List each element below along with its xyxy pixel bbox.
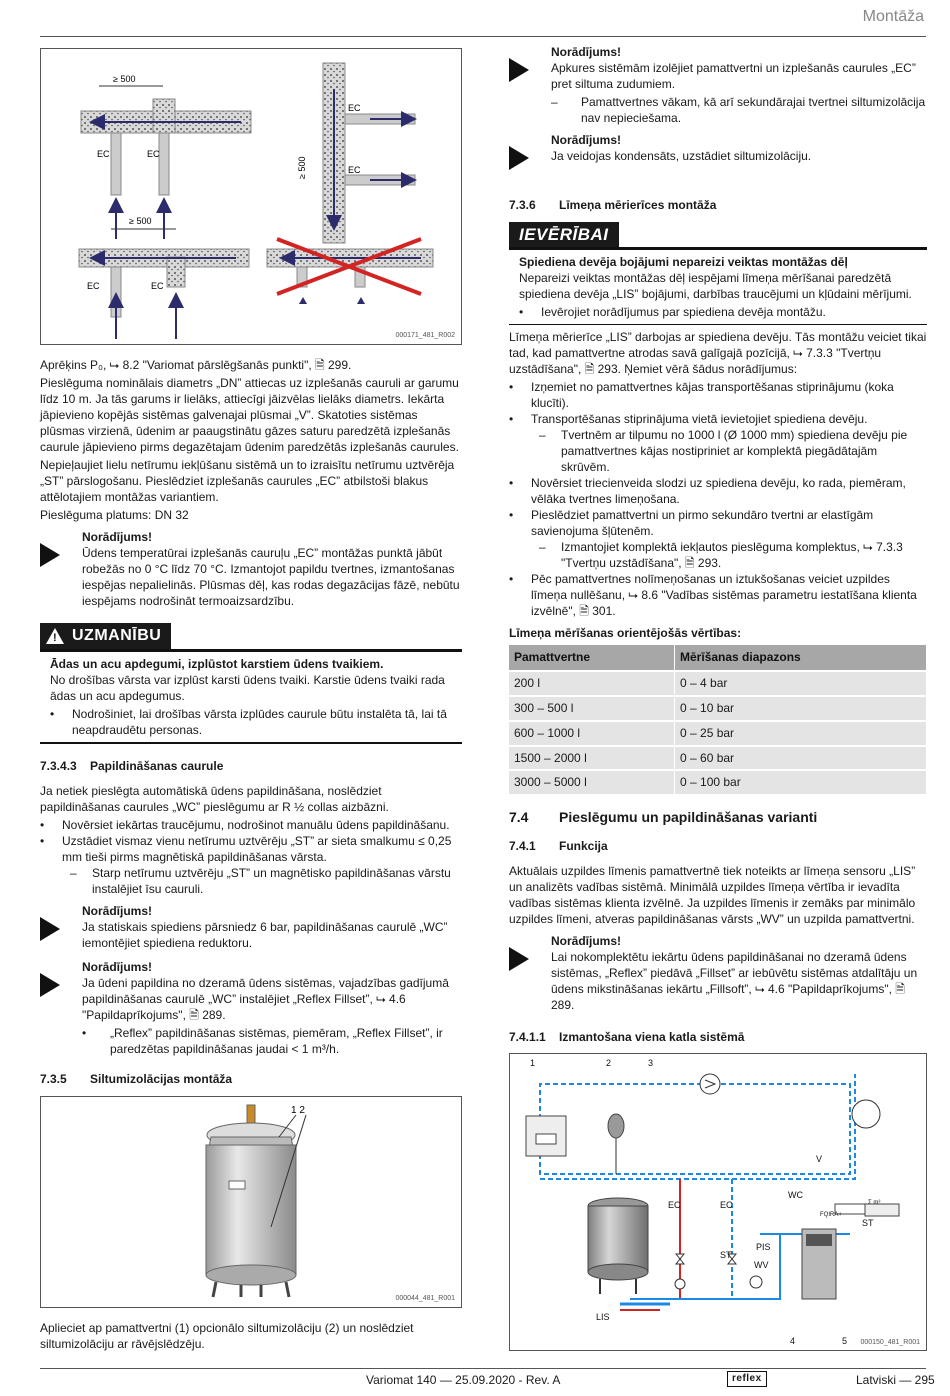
paragraph: Pieslēguma nominālais diametrs „DN” attiecas uz izplešanās cauruli ar garumu līdz 10 m. Ja tās garums ir lielāks, attiecīgi jāizvēlas lielāks diametrs. Iekārta jāpievieno kopējās sistēmas galvenajai plūsmai „V”. Skatoties sistēmas plūsmas virzienā, ūdenim ar paaugstinātu gāzes saturu paredzētā izplešanās caurule jāpievieno pirms degazētajam ūdenim paredzētās izplešanās caurules.	[40, 376, 459, 454]
figure-id: 000044_481_R001	[395, 1295, 455, 1303]
figure-id: 000171_481_R002	[395, 332, 455, 340]
callout-4: 4	[790, 1336, 796, 1347]
table-row: 200 l 0 – 4 bar	[509, 671, 927, 696]
note-arrow-icon	[509, 44, 551, 126]
note-arrow-icon	[509, 933, 551, 1015]
paragraph: Nepieļaujiet lielu netīrumu iekļūšanu sistēmā un to izraisītu netīrumu uztvērēja „ST” pārslogošanu. Pieslēdziet izplešanās caurules „EC” atbilstoši blakus attēlotajiem montāžas variantiem.	[40, 458, 455, 504]
note-title: Norādījums!	[551, 933, 622, 948]
dim-label-top: ≥ 500	[113, 74, 136, 84]
paragraph: Aktuālais uzpildes līmenis pamattvertnē tiek noteikts ar līmeņa sensoru „LIS” un analizēts vadības sistēmā. Minimālā uzpildes līmeņa vērtība ir ievadīta vadības sistēmas klienta izvēlnē. Ja uzpildes līmenis ir zemāks par minimālo uzpildes līmeni, atveras papildināšanas vārsts „WV” un uzpilda pamattvertni.	[509, 863, 916, 926]
list-item: • Pieslēdziet pamattvertni un pirmo sekundāro tvertni ar elastīgām savienojuma šļūtenēm.	[509, 508, 874, 539]
left-column	[40, 48, 462, 1354]
figure-caption: Aplieciet ap pamattvertni (1) opcionālo siltumizolāciju (2) un noslēdziet siltumizolāciju ar rāvējslēdzēju.	[40, 1320, 414, 1351]
note-title: Norādījums!	[82, 530, 153, 544]
note-text: Ūdens temperatūrai izplešanās cauruļu „EC” montāžas punktā jābūt robežās no 0 °C līdz 70 °C. Izmantojot papildu tvertnes, izmantošanas iespējas nepalielinās. Plūsmas dēļ, kas rodas degazācijas fāzē, nebūtu iespējams nodrošināt termoaizsardzību.	[82, 546, 460, 608]
label-lis: LIS	[596, 1312, 610, 1323]
section-heading: 7.4.1.1 Izmantošana viena katla sistēmā	[509, 1029, 745, 1044]
note-title: Norādījums!	[551, 133, 622, 147]
section-heading: 7.4.1 Funkcija	[509, 838, 608, 853]
note-block	[509, 132, 927, 175]
note-text: Lai nokomplektētu iekārtu ūdens papildināšanai no dzeramā ūdens sistēmas, „Reflex” piedāvā „Fillset” ar iebūvētu sistēmas atdalītāju un ūdens mikstināšanas iekārtu „Fillsoft”, ⮡ 4.6 "Papildaprīkojums", 🗎 289.	[551, 949, 918, 1012]
callout-2: 2	[606, 1058, 612, 1069]
note-block	[40, 959, 462, 1057]
notice-title: Spiediena devēja bojājumi nepareizi veiktas montāžas dēļ	[519, 255, 848, 270]
reflex-logo: reflex	[727, 1371, 767, 1387]
paragraph: Līmeņa mērierīce „LIS” darbojas ar spiediena devēju. Tās montāžu veiciet tikai tad, kad pamattvertne atrodas savā galīgajā pozīcijā, ⮡ 7.3.3 "Tvertņu uzstādīšana", 🗎 293. Ņemiet vērā šādus norādījumus:	[509, 330, 927, 377]
warning-block	[40, 623, 462, 744]
label-st-1: ST	[862, 1218, 874, 1229]
footer-doc-info: Variomat 140 — 25.09.2020 - Rev. A	[366, 1373, 561, 1387]
list-item: • Pēc pamattvertnes nolīmeņošanas un iztukšošanas veiciet uzpildes līmeņa nullēšanu, ⮡ 8.6 "Vadības sistēmas parametru iestatīšana klienta izvēlnē", 🗎 301.	[509, 572, 917, 619]
ec-label-4: EC	[348, 165, 361, 175]
callout-3: 3	[648, 1058, 654, 1069]
table-row: 600 – 1000 l 0 – 25 bar	[509, 721, 927, 746]
note-title: Norādījums!	[82, 960, 153, 975]
warning-title: Ādas un acu apdegumi, izplūstot karstiem ūdens tvaikiem.	[50, 657, 384, 672]
table-row: 3000 – 5000 l 0 – 100 bar	[509, 770, 927, 794]
single-boiler-system-diagram	[510, 1054, 926, 1350]
note-text: Ja ūdeni papildina no dzeramā ūdens sistēmas, vajadzības gadījumā papildināšanas caurulē „WC” instalējiet „Reflex Fillset”, ⮡ 4.6 "Papildaprīkojums", 🗎 289.	[82, 976, 449, 1023]
ec-label-3: EC	[348, 103, 361, 113]
note-block	[509, 44, 927, 126]
callout-5: 5	[842, 1336, 848, 1347]
paragraph: Pieslēguma platums: DN 32	[40, 508, 189, 522]
notice-badge: IEVĒRĪBAI	[509, 222, 619, 248]
list-subitem: – Izmantojiet komplektā iekļautos pieslēguma komplektus, ⮡ 7.3.3 "Tvertņu uzstādīšana", 🗎 293.	[539, 540, 903, 571]
ec-label-5: EC	[87, 281, 100, 291]
list-subitem: – Tvertnēm ar tilpumu no 1000 l (Ø 1000 mm) spiediena devēju pie pamattvertnes kājas nostipriniet ar komplektā piegādātajām skrūvēm.	[539, 428, 908, 475]
ec-label-2: EC	[147, 149, 160, 159]
list-item: • Izņemiet no pamattvertnes kājas transportēšanas stiprinājumu (koka klucīti).	[509, 380, 894, 411]
ec-label-1: EC	[97, 149, 110, 159]
table-row: 1500 – 2000 l 0 – 60 bar	[509, 746, 927, 771]
list-item: • Transportēšanas stiprinājuma vietā ievietojiet spiediena devēju.	[509, 412, 868, 427]
label-ec-1: EC	[668, 1200, 681, 1211]
note-text: Ja veidojas kondensāts, uzstādiet siltumizolāciju.	[551, 149, 812, 163]
warning-bullet: • Nodrošiniet, lai drošības vārsta izplūdes caurule būtu instalēta tā, lai tā neapdraudētu personas.	[50, 707, 447, 738]
label-meter: Σ m³	[868, 1200, 881, 1207]
list-item: • Novērsiet iekārtas traucējumu, nodrošinot manuālu ūdens papildināšanu.	[40, 818, 450, 833]
warning-text: No drošības vārsta var izplūst karsti ūdens tvaiki. Karstie ūdens tvaiki rada ādas un acu apdegumus.	[50, 673, 445, 704]
paragraph: Ja netiek pieslēgta automātiskā ūdens papildināšana, noslēdziet papildināšanas caurules „WC” pieslēgumu ar R ½ collas aizbāzni.	[40, 784, 389, 815]
label-pis: PIS	[756, 1242, 771, 1253]
figure-id: 000150_481_R001	[860, 1338, 920, 1346]
note-text: Ja statiskais spiediens pārsniedz 6 bar, papildināšanas caurulē „WC” iemontējiet spiediena reduktoru.	[82, 920, 448, 951]
note-block	[40, 529, 462, 611]
figure-callouts: 1 2	[291, 1104, 305, 1116]
notice-block	[509, 222, 927, 326]
label-st-2: ST	[720, 1250, 732, 1261]
note-title: Norādījums!	[82, 904, 153, 919]
dim-label-bottom: ≥ 500	[129, 216, 152, 226]
warning-badge: ! UZMANĪBU	[40, 623, 171, 649]
right-column	[509, 40, 927, 1351]
label-wc: WC	[788, 1190, 803, 1201]
note-arrow-icon	[509, 132, 551, 175]
list-subitem: – Starp netīrumu uztvērēju „ST” un magnētisko papildināšanas vārstu instalējiet īsu cauruli.	[70, 866, 451, 897]
note-bullet: • „Reflex” papildināšanas sistēmas, piemēram, „Reflex Fillset”, ir paredzētas papildināšanas jaudai < 1 m³/h.	[82, 1026, 443, 1057]
table-header: Mērīšanas diapazons	[675, 645, 927, 671]
note-arrow-icon	[40, 529, 82, 611]
expansion-pipe-diagram	[41, 49, 461, 344]
label-wv: WV	[754, 1260, 769, 1271]
note-arrow-icon	[40, 959, 82, 1057]
warning-triangle-icon: !	[46, 628, 64, 644]
note-title: Norādījums!	[551, 45, 622, 59]
footer-page: Latviski — 295	[856, 1373, 935, 1387]
section-heading: 7.4 Pieslēgumu un papildināšanas varianti	[509, 809, 818, 826]
note-text: Apkures sistēmām izolējiet pamattvertni un izplešanās caurules „EC” pret siltuma zudumiem.	[551, 61, 916, 91]
table-header: Pamattvertne	[509, 645, 675, 671]
section-heading: 7.3.4.3 Papildināšanas caurule	[40, 759, 224, 774]
level-values-table	[509, 645, 927, 794]
table-row: 300 – 500 l 0 – 10 bar	[509, 696, 927, 721]
ec-label-6: EC	[151, 281, 164, 291]
notice-text: Nepareizi veiktas montāžas dēļ iespējami līmeņa mērīšanai paredzētā spiediena devēja „LIS” bojājumi, darbības traucējumi un kļūdaini mērījumi.	[519, 271, 912, 302]
note-block	[509, 933, 927, 1015]
figure-single-boiler	[509, 1053, 927, 1351]
flow-label-v: V	[816, 1154, 823, 1165]
table-caption: Līmeņa mērīšanas orientējošās vērtības:	[509, 626, 742, 641]
notice-bullet: • Ievērojiet norādījumus par spiediena devēja montāžu.	[519, 305, 826, 320]
label-fqira: FQIRA+	[820, 1212, 842, 1219]
label-ec-2: EC	[720, 1200, 733, 1211]
section-title: Montāža	[862, 8, 924, 25]
note-block	[40, 903, 462, 953]
footer-divider	[40, 1368, 926, 1369]
paragraph: Aprēķins P₀, ⮡ 8.2 "Variomat pārslēgšanās punkti", 🗎 299.	[40, 358, 352, 372]
note-arrow-icon	[40, 903, 82, 953]
callout-1: 1	[530, 1058, 536, 1069]
figure-insulation	[40, 1096, 462, 1308]
note-subitem: – Pamattvertnes vākam, kā arī sekundārajai tvertnei siltumizolācija nav nepieciešama.	[551, 95, 926, 125]
header-divider	[40, 36, 926, 37]
figure-expansion-pipes	[40, 48, 462, 345]
list-item: • Novērsiet triecienveida slodzi uz spiediena devēju, ko rada, piemēram, vēlāka tvertnes limeņošana.	[509, 476, 906, 507]
tank-insulation-diagram	[41, 1097, 461, 1307]
section-heading: 7.3.6 Līmeņa mērierīces montāža	[509, 197, 717, 212]
dim-label-mid: ≥ 500	[297, 156, 307, 179]
list-item: • Uzstādiet vismaz vienu netīrumu uztvērēju „ST” ar sieta smalkumu ≤ 0,25 mm tieši pirms magnētiskā papildināšanas vārsta.	[40, 834, 452, 865]
section-heading: 7.3.5 Siltumizolācijas montāža	[40, 1072, 233, 1087]
